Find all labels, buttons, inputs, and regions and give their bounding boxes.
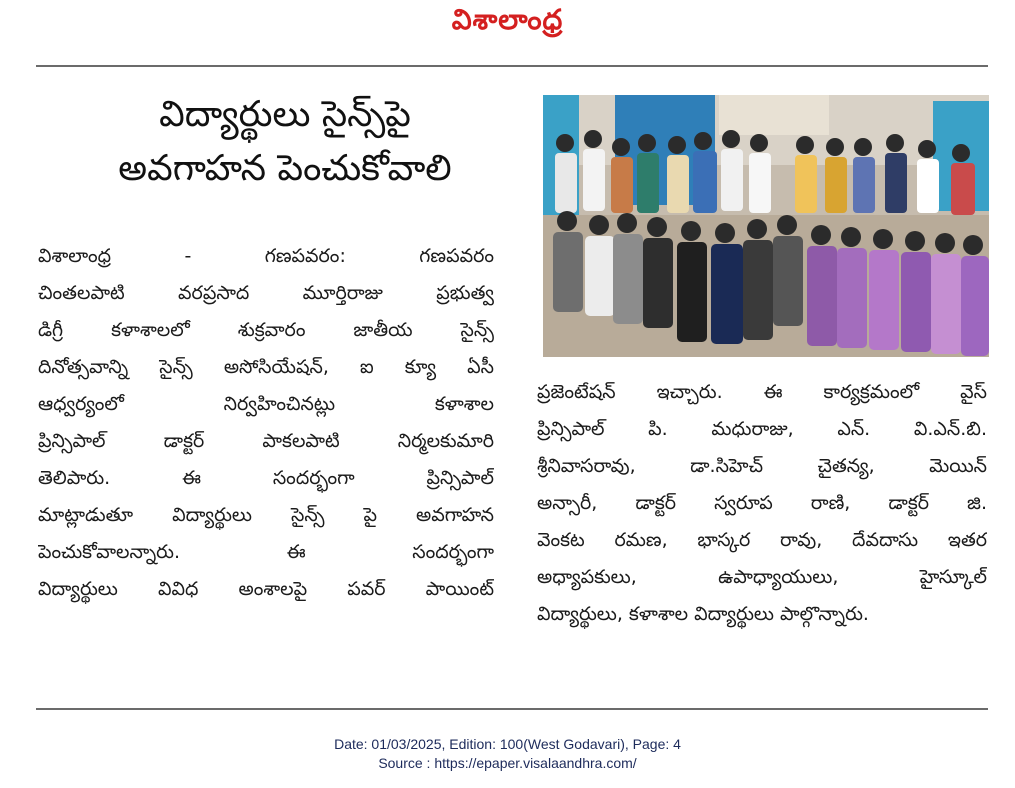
body-line: విద్యార్థులు, కళాశాల విద్యార్థులు పాల్గొన్నారు. [537, 603, 869, 625]
body-line: చింతలపాటి వరప్రసాద మూర్తిరాజు ప్రభుత్వ [38, 282, 494, 304]
body-line: పెంచుకోవాలన్నారు. ఈ సందర్భంగా [38, 541, 494, 563]
article-left-column [38, 238, 494, 608]
headline-line-1: విద్యార్థులు సైన్స్‌పై [159, 94, 411, 135]
body-line: దినోత్సవాన్ని సైన్స్ అసోసియేషన్, ఐ క్యూ ఏసీ [38, 356, 494, 378]
source-line: Source : https://epaper.visalaandhra.com/ [378, 755, 637, 771]
body-line: ఆధ్వర్యంలో నిర్వహించినట్లు కళాశాల [38, 393, 494, 415]
body-line: విద్యార్థులు వివిధ అంశాలపై పవర్ పాయింట్ [38, 578, 494, 600]
headline-line-2: అవగాహన పెంచుకోవాలి [118, 148, 452, 189]
newspaper-logo: విశాలాంధ్ర [451, 3, 564, 36]
body-line: వెంకట రమణ, భాస్కర రావు, దేవదాసు ఇతర [537, 529, 987, 551]
group-photo-illustration [543, 95, 989, 357]
body-line: విశాలాంధ్ర - గణపవరం: గణపవరం [38, 245, 494, 267]
body-line: శ్రీనివాసరావు, డా.సిహెచ్ చైతన్య, మెయిన్ [537, 455, 987, 477]
edition-footer [0, 735, 1015, 773]
body-line: తెలిపారు. ఈ సందర్భంగా ప్రిన్సిపాల్ [38, 467, 494, 489]
body-line: ప్రజెంటేషన్ ఇచ్చారు. ఈ కార్యక్రమంలో వైస్ [537, 381, 987, 403]
masthead [0, 0, 1015, 44]
bottom-divider [36, 708, 988, 710]
body-line: అన్సారీ, డాక్టర్ స్వరూప రాణి, డాక్టర్ జి. [537, 492, 987, 514]
body-line: ప్రిన్సిపాల్ డాక్టర్ పాకలపాటి నిర్మలకుమారి [38, 430, 494, 452]
body-line: మాట్లాడుతూ విద్యార్థులు సైన్స్ పై అవగాహన [38, 504, 494, 526]
group-photo [543, 95, 989, 357]
body-line: డిగ్రీ కళాశాలలో శుక్రవారం జాతీయ సైన్స్ [38, 319, 494, 341]
article-headline [40, 88, 530, 196]
edition-date-line: Date: 01/03/2025, Edition: 100(West Godavari), Page: 4 [334, 736, 681, 752]
top-divider [36, 65, 988, 67]
body-line: అధ్యాపకులు, ఉపాధ్యాయులు, హైస్కూల్ [537, 566, 987, 588]
body-line: ప్రిన్సిపాల్ పి. మధురాజు, ఎన్. వి.ఎన్.బి. [537, 418, 987, 440]
article-right-column [537, 374, 987, 633]
